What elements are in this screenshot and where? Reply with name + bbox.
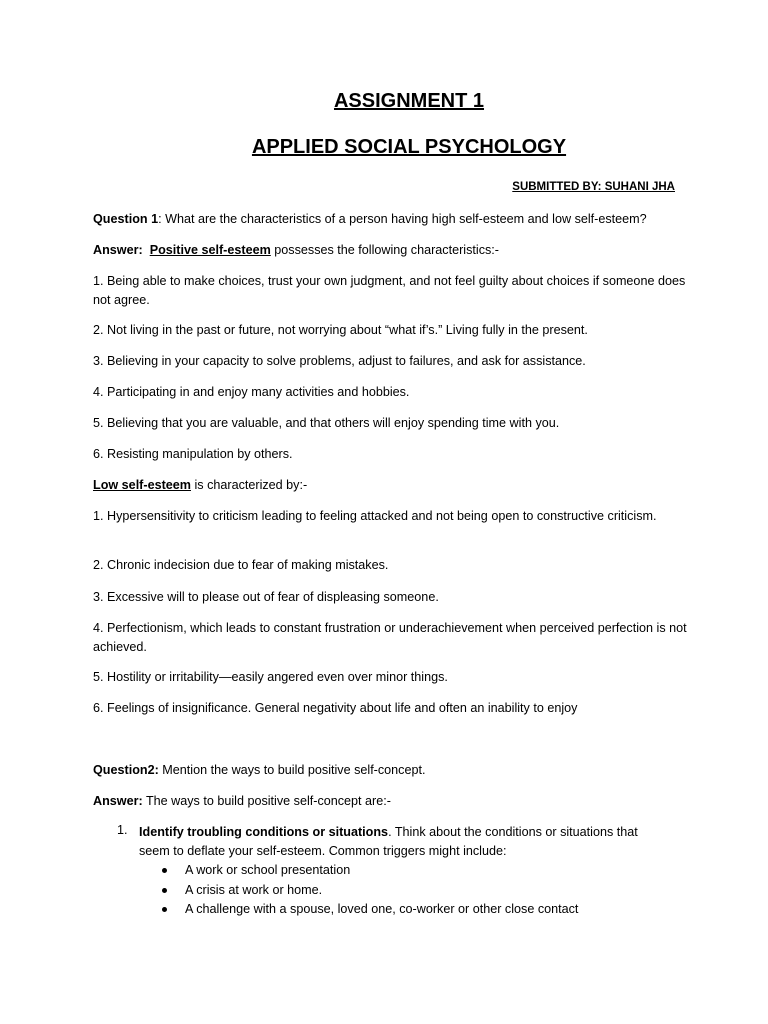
answer-1-intro [93,241,688,260]
positive-intro: possesses the following characteristics:- [270,243,499,257]
step-1 [139,823,668,861]
positive-item: 5. Believing that you are valuable, and that others will enjoy spending time with you. [93,416,560,430]
positive-item: 2. Not living in the past or future, not worrying about “what if’s.” Living fully in the present. [93,323,588,337]
answer-2-label: Answer: [93,794,143,808]
step-1-text: . Think about the conditions or situations that seem to deflate your self-esteem. Common triggers might include: [139,825,638,858]
low-item: 5. Hostility or irritability—easily angered even over minor things. [93,670,448,684]
list-item: A work or school presentation [162,861,678,881]
answer-1-label: Answer: [93,243,143,257]
answer-2-intro [93,792,688,811]
low-item: 3. Excessive will to please out of fear of displeasing someone. [93,590,439,604]
low-item: 6. Feelings of insignificance. General negativity about life and often an inability to enjoy [93,701,578,715]
low-item: 2. Chronic indecision due to fear of making mistakes. [93,558,389,572]
low-item: 4. Perfectionism, which leads to constant frustration or underachievement when perceived perfection is not achieved. [93,621,687,654]
bullet-icon [162,868,167,873]
step-1-heading: Identify troubling conditions or situations [139,825,389,839]
low-intro: is characterized by:- [190,478,308,492]
submitted-by: SUBMITTED BY: SUHANI JHA [512,181,675,193]
question-2 [93,761,688,780]
low-self-esteem-term: Low self-esteem [93,478,191,492]
document-subtitle: APPLIED SOCIAL PSYCHOLOGY [251,136,567,158]
positive-item: 1. Being able to make choices, trust your own judgment, and not feel guilty about choices if someone does not agree. [93,274,686,307]
list-item: A crisis at work or home. [162,881,678,901]
low-self-esteem-intro [93,476,688,495]
answer-2-text: The ways to build positive self-concept are:- [142,794,391,808]
list-item: A challenge with a spouse, loved one, co-worker or other close contact [162,900,678,920]
question-1-label: Question 1 [93,212,159,226]
positive-item: 6. Resisting manipulation by others. [93,447,293,461]
low-item: 1. Hypersensitivity to criticism leading to feeling attacked and not being open to constructive criticism. [93,509,657,523]
question-2-label: Question2: [93,763,159,777]
document-title: ASSIGNMENT 1 [333,90,485,112]
positive-item: 4. Participating in and enjoy many activities and hobbies. [93,385,410,399]
bullet-icon [162,888,167,893]
question-1-text: : What are the characteristics of a person having high self-esteem and low self-esteem? [158,212,647,226]
positive-item: 3. Believing in your capacity to solve problems, adjust to failures, and ask for assistance. [93,354,586,368]
question-1 [93,210,688,229]
positive-self-esteem-term: Positive self-esteem [149,243,271,257]
step-1-bullet-list [162,861,678,920]
bullet-icon [162,907,167,912]
question-2-text: Mention the ways to build positive self-concept. [158,763,426,777]
step-number: 1. [117,823,128,837]
